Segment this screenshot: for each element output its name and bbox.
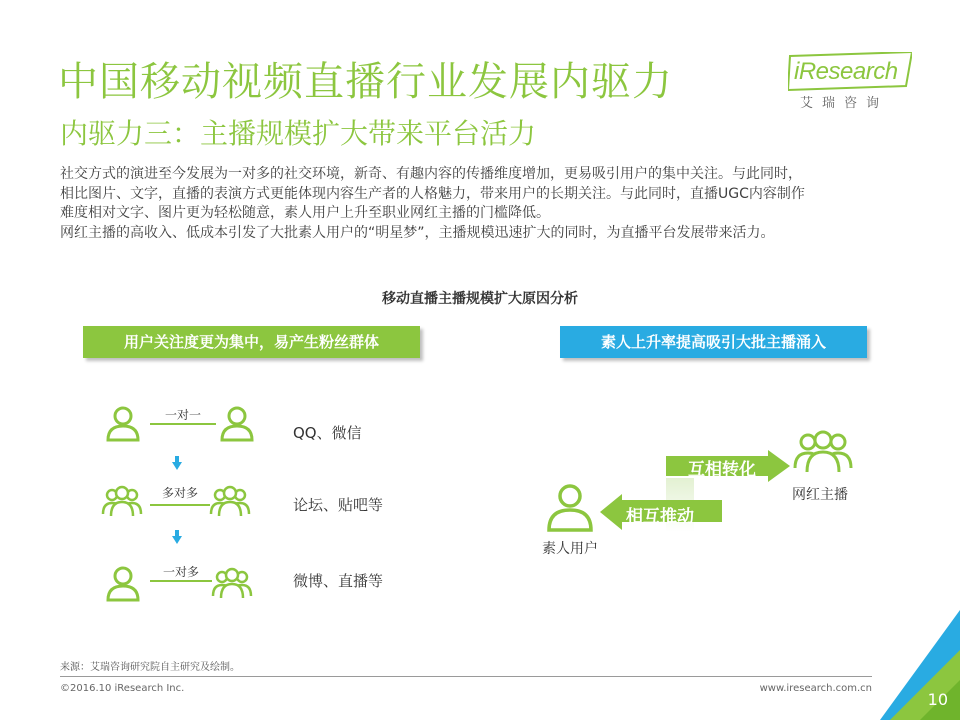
intro-line: 难度相对文字、图片更为轻松随意，素人用户上升至职业网红主播的门槛降低。	[60, 205, 550, 221]
arrow-label-top: 互相转化	[688, 460, 756, 480]
page-number: 10	[927, 690, 948, 709]
connector-line	[150, 504, 210, 506]
iresearch-logo	[788, 52, 912, 110]
right-banner: 素人上升率提高吸引大批主播涌入	[560, 326, 867, 358]
intro-paragraph	[60, 165, 920, 243]
down-arrow-icon	[172, 456, 182, 470]
channel-text: 微博、直播等	[293, 572, 384, 590]
user-group-icon	[210, 566, 254, 602]
single-user-icon	[104, 564, 142, 602]
logo-cn-text: 艾瑞咨询	[800, 96, 889, 111]
connector-line	[150, 580, 212, 582]
figure-title: 移动直播主播规模扩大原因分析	[382, 291, 578, 307]
user-group-icon	[208, 484, 252, 520]
single-user-icon	[544, 482, 596, 532]
page-title: 中国移动视频直播行业发展内驱力	[58, 59, 673, 105]
left-banner: 用户关注度更为集中，易产生粉丝群体	[83, 326, 420, 358]
source-note: 来源：艾瑞咨询研究院自主研究及绘制。	[60, 662, 240, 673]
user-group-icon	[100, 484, 144, 520]
single-user-icon	[218, 404, 256, 442]
footer-divider	[60, 676, 872, 677]
channel-text: QQ、微信	[293, 424, 362, 442]
down-arrow-icon	[172, 530, 182, 544]
page-subtitle: 内驱力三：主播规模扩大带来平台活力	[60, 117, 537, 150]
intro-line: 社交方式的演进至今发展为一对多的社交环境，新奇、有趣内容的传播维度增加，更易吸引用户的集中关注。与此同时，	[60, 166, 802, 182]
relation-label: 多对多	[161, 486, 198, 500]
logo-wordmark: iResearch	[794, 58, 898, 85]
source-node-label: 素人用户	[542, 541, 598, 557]
intro-line: 相比图片、文字，直播的表演方式更能体现内容生产者的人格魅力，带来用户的长期关注。与此同时，直播UGC内容制作	[60, 185, 805, 202]
website-text: www.iresearch.com.cn	[759, 683, 872, 694]
arrow-label-bottom: 相互推动	[626, 507, 694, 527]
intro-line: 网红主播的高收入、低成本引发了大批素人用户的“明星梦”，主播规模迅速扩大的同时，为直播平台发展带来活力。	[60, 224, 775, 241]
target-node-label: 网红主播	[792, 487, 848, 503]
relation-label: 一对一	[164, 408, 201, 422]
channel-text: 论坛、贴吧等	[293, 496, 384, 514]
single-user-icon	[104, 404, 142, 442]
copyright-text: ©2016.10 iResearch Inc.	[60, 683, 185, 694]
relation-label: 一对多	[162, 565, 199, 579]
user-group-icon	[792, 428, 854, 476]
connector-line	[150, 423, 216, 425]
